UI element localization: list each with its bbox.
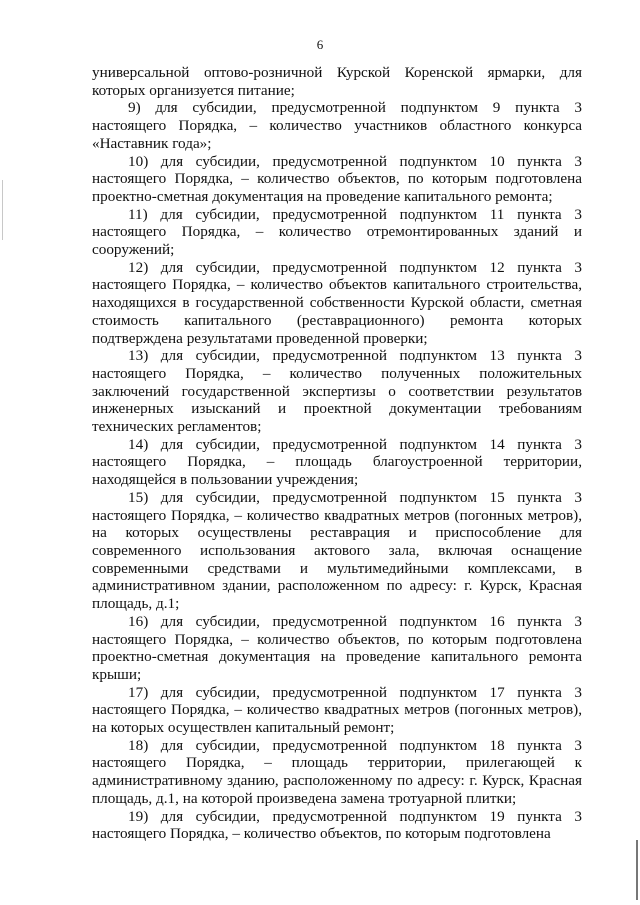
scan-edge-mark-left	[2, 180, 3, 240]
page-number: 6	[316, 37, 324, 52]
paragraph: универсальной оптово-розничной Курской Коренской ярмарки, для которых организуется питание;	[92, 64, 582, 99]
paragraph: 16) для субсидии, предусмотренной подпунктом 16 пункта 3 настоящего Порядка, – количество объектов, по которым подготовлена проектно-сметная документация на проведение капитального ремонта крыши;	[92, 612, 582, 683]
paragraph: 18) для субсидии, предусмотренной подпунктом 18 пункта 3 настоящего Порядка, – площадь территории, прилегающей к административному зданию, расположенному по адресу: г. Курск, Красная площадь, д.1, на которой произведена замена тротуарной плитки;	[92, 736, 582, 807]
paragraph: 12) для субсидии, предусмотренной подпунктом 12 пункта 3 настоящего Порядка, – количество объектов капитального строительства, находящихся в государственной собственности Курской области, сметная стоимость капитального (реставрационного) ремонта которых подтверждена результатами проведенной проверки;	[92, 258, 582, 347]
paragraph: 9) для субсидии, предусмотренной подпунктом 9 пункта 3 настоящего Порядка, – количество участников областного конкурса «Наставник года»;	[92, 99, 582, 152]
paragraph: 14) для субсидии, предусмотренной подпунктом 14 пункта 3 настоящего Порядка, – площадь благоустроенной территории, находящейся в пользовании учреждения;	[92, 435, 582, 489]
document-body	[92, 64, 582, 843]
scan-edge-mark-right	[636, 840, 638, 900]
paragraph: 11) для субсидии, предусмотренной подпунктом 11 пункта 3 настоящего Порядка, – количество отремонтированных зданий и сооружений;	[92, 205, 582, 259]
paragraph: 17) для субсидии, предусмотренной подпунктом 17 пункта 3 настоящего Порядка, – количество квадратных метров (погонных метров), на которых осуществлен капитальный ремонт;	[92, 683, 582, 737]
paragraph: 19) для субсидии, предусмотренной подпунктом 19 пункта 3 настоящего Порядка, – количество объектов, по которым подготовлена	[92, 807, 582, 843]
paragraph: 13) для субсидии, предусмотренной подпунктом 13 пункта 3 настоящего Порядка, – количество полученных положительных заключений государственной экспертизы о соответствии результатов инженерных изысканий и проектной документации требованиям технических регламентов;	[92, 347, 582, 436]
paragraph: 10) для субсидии, предусмотренной подпунктом 10 пункта 3 настоящего Порядка, – количество объектов, по которым подготовлена проектно-сметная документация на проведение капитального ремонта;	[92, 152, 582, 205]
paragraph: 15) для субсидии, предусмотренной подпунктом 15 пункта 3 настоящего Порядка, – количество квадратных метров (погонных метров), на которых осуществлены реставрация и приспособление для современного использования актового зала, включая оснащение современными средствами и мультимедийными комплексами, в административном здании, расположенном по адресу: г. Курск, Красная площадь, д.1;	[92, 488, 582, 613]
